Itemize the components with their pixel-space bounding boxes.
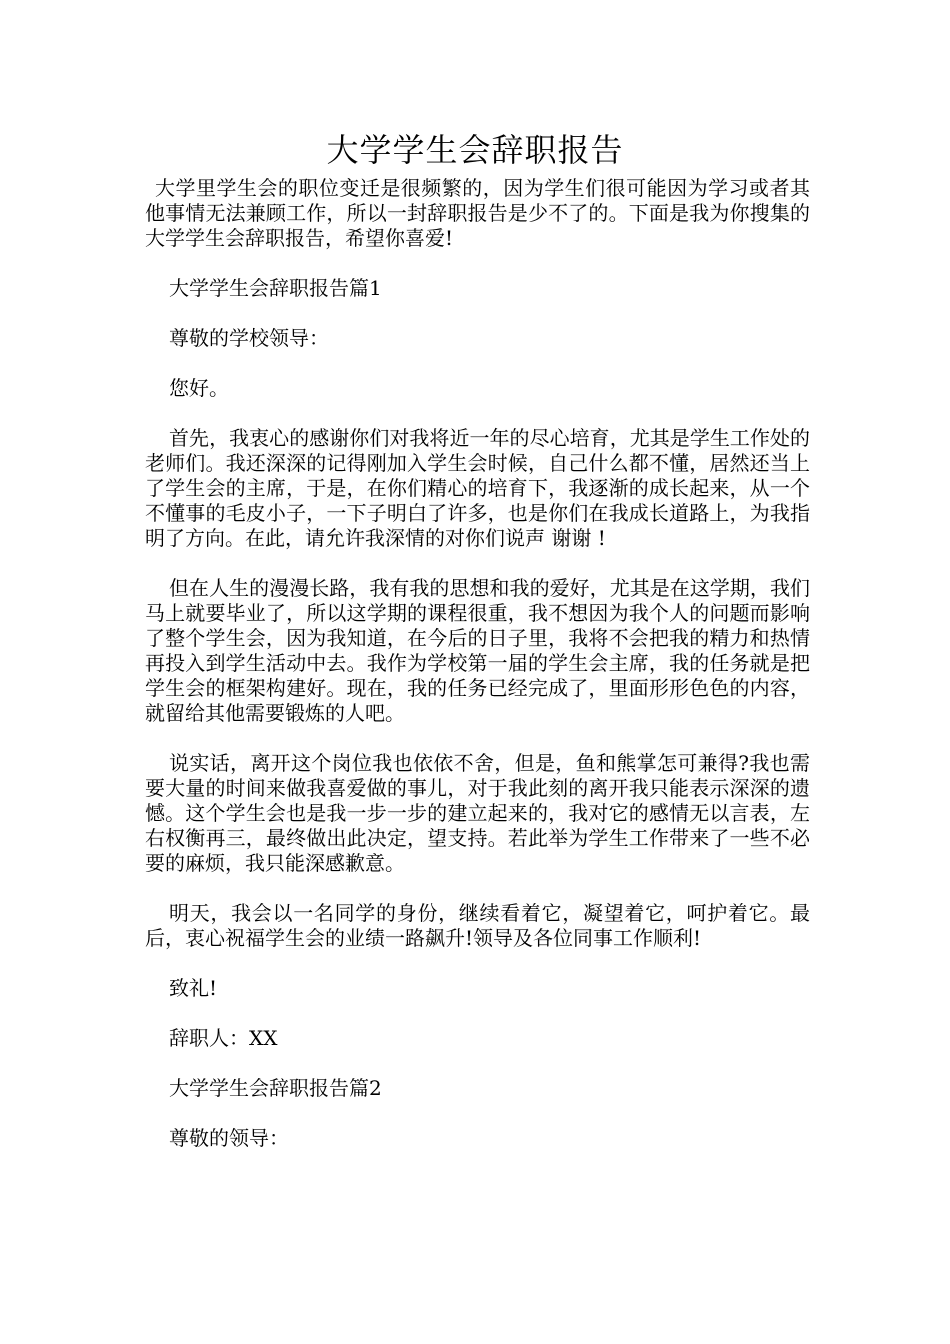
body-paragraph: 首先，我衷心的感谢你们对我将近一年的尽心培育，尤其是学生工作处的老师们。我还深深的记得刚加入学生会时候，自己什么都不懂，居然还当上了学生会的主席，于是，在你们精心的培育下，我逐渐的成长起来，从一个不懂事的毛皮小子，一下子明白了许多，也是你们在我成长道路上，为我指明了方向。在此，请允许我深情的对你们说声 谢谢 ! <box>145 426 810 550</box>
signature: 辞职人：XX <box>169 1026 278 1050</box>
intro-paragraph: 大学里学生会的职位变迁是很频繁的，因为学生们很可能因为学习或者其他事情无法兼顾工作，所以一封辞职报告是少不了的。下面是我为你搜集的大学学生会辞职报告，希望你喜爱! <box>145 176 810 250</box>
salutation: 尊敬的领导： <box>169 1126 289 1150</box>
body-paragraph: 但在人生的漫漫长路，我有我的思想和我的爱好，尤其是在这学期，我们马上就要毕业了，所以这学期的课程很重，我不想因为我个人的问题而影响了整个学生会，因为我知道，在今后的日子里，我将不会把我的精力和热情再投入到学生活动中去。我作为学校第一届的学生会主席，我的任务就是把学生会的框架构建好。现在，我的任务已经完成了，里面形形色色的内容，就留给其他需要锻炼的人吧。 <box>145 576 810 725</box>
document-title: 大学学生会辞职报告 <box>326 131 624 169</box>
body-paragraph: 说实话，离开这个岗位我也依依不舍，但是，鱼和熊掌怎可兼得?我也需要大量的时间来做我喜爱做的事儿，对于我此刻的离开我只能表示深深的遗憾。这个学生会也是我一步一步的建立起来的，我对它的感情无以言表，左右权衡再三，最终做出此决定，望支持。若此举为学生工作带来了一些不必要的麻烦，我只能深感歉意。 <box>145 751 810 875</box>
greeting: 您好。 <box>169 376 229 400</box>
section-heading-2: 大学学生会辞职报告篇2 <box>169 1076 382 1100</box>
section-heading-1: 大学学生会辞职报告篇1 <box>169 276 382 300</box>
document-body <box>145 176 810 1151</box>
body-paragraph: 明天，我会以一名同学的身份，继续看着它，凝望着它，呵护着它。最后，衷心祝福学生会的业绩一路飙升!领导及各位同事工作顺利! <box>145 901 810 950</box>
salutation: 尊敬的学校领导： <box>169 326 329 350</box>
closing: 致礼! <box>169 976 218 1000</box>
